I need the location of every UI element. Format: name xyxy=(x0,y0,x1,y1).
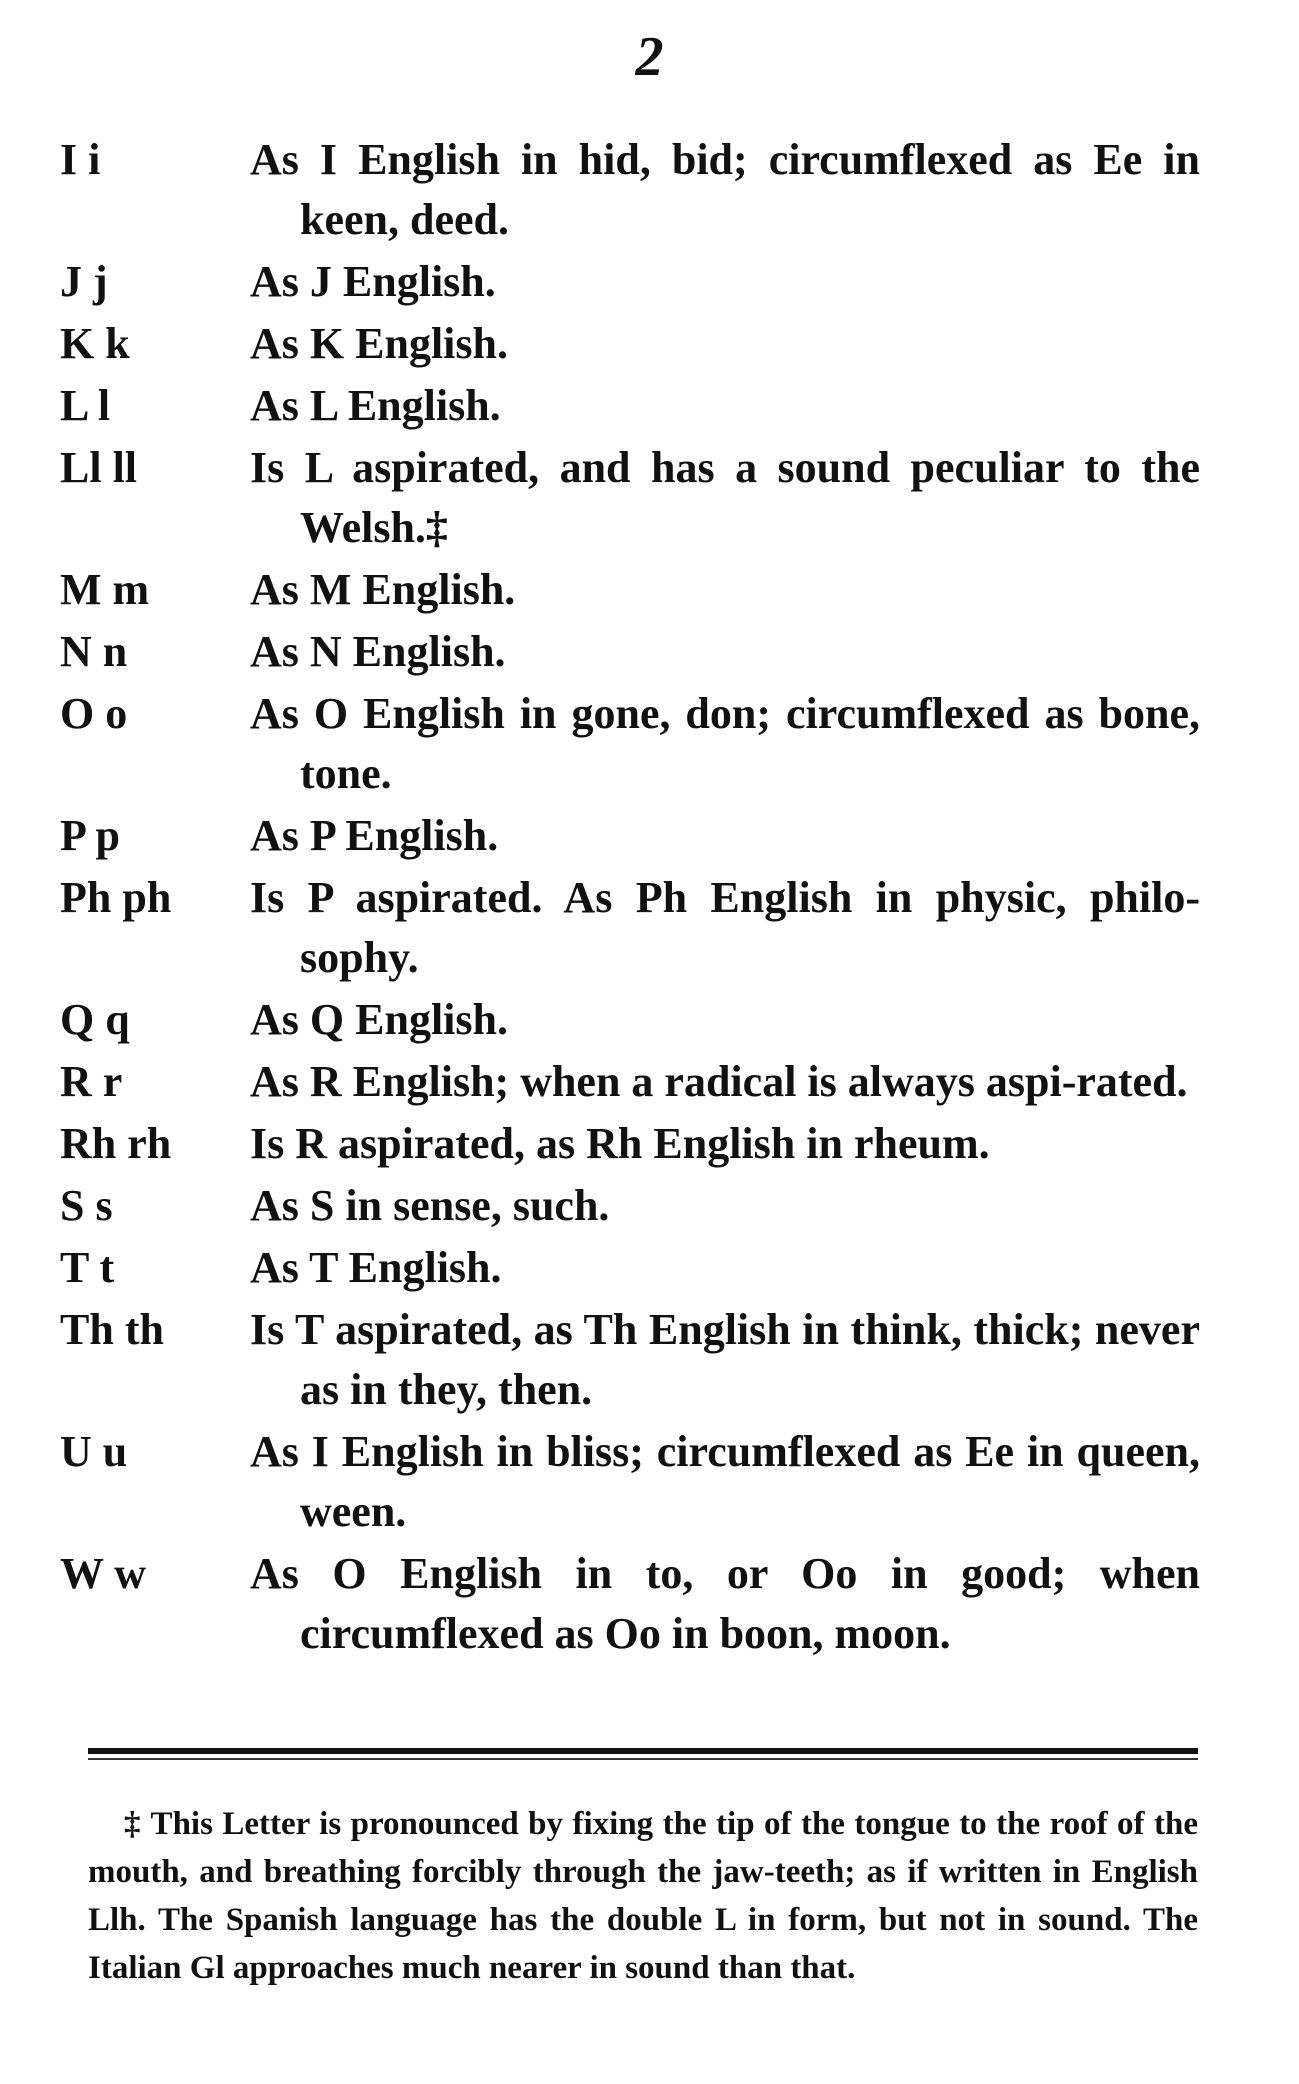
list-item xyxy=(60,806,1200,866)
letter-label: Rh rh xyxy=(60,1119,172,1168)
list-item xyxy=(60,1238,1200,1298)
letter-label: W w xyxy=(60,1549,146,1598)
letter-label: N n xyxy=(60,627,128,676)
footnote-divider xyxy=(88,1748,1198,1754)
list-item xyxy=(60,252,1200,312)
letter-label: K k xyxy=(60,319,130,368)
list-item xyxy=(60,1422,1200,1542)
letter-label: S s xyxy=(60,1181,113,1230)
letter-description: As J English. xyxy=(250,257,496,306)
list-item xyxy=(60,560,1200,620)
list-item xyxy=(60,438,1200,558)
list-item xyxy=(60,1300,1200,1420)
letter-label: I i xyxy=(60,135,101,184)
letter-description: Is P aspirated. As Ph English in physic, philo-sophy. xyxy=(250,873,1200,982)
footnote: ‡ This Letter is pronounced by fixing the tip of the tongue to the roof of the mouth, and breathing forcibly through the jaw-teeth; as if written in English Llh. The Spanish language has the double L in form, but not in sound. The Italian Gl approaches much nearer in sound than that. xyxy=(88,1806,1198,1986)
letter-label: O o xyxy=(60,689,128,738)
letter-label: Th th xyxy=(60,1305,164,1354)
letter-list xyxy=(60,130,1200,1666)
list-item xyxy=(60,1114,1200,1174)
list-item xyxy=(60,684,1200,804)
letter-label: J j xyxy=(60,257,108,306)
letter-description: As M English. xyxy=(250,565,516,614)
list-item xyxy=(60,868,1200,988)
list-item xyxy=(60,314,1200,374)
letter-description: As O English in gone, don; circumflexed as bone, tone. xyxy=(250,689,1200,798)
letter-description: Is T aspirated, as Th English in think, thick; never as in they, then. xyxy=(250,1305,1200,1414)
letter-label: T t xyxy=(60,1243,115,1292)
page-number: 2 xyxy=(635,26,664,88)
letter-description: As T English. xyxy=(250,1243,502,1292)
list-item xyxy=(60,130,1200,250)
letter-label: L l xyxy=(60,381,111,430)
letter-label: U u xyxy=(60,1427,128,1476)
letter-description: As K English. xyxy=(250,319,508,368)
list-item xyxy=(60,1176,1200,1236)
letter-description: As I English in bliss; circumflexed as Ee in queen, ween. xyxy=(250,1427,1200,1536)
letter-description: As L English. xyxy=(250,381,501,430)
list-item xyxy=(60,622,1200,682)
letter-label: R r xyxy=(60,1057,123,1106)
letter-description: As I English in hid, bid; circumflexed as Ee in keen, deed. xyxy=(250,135,1200,244)
letter-description: Is R aspirated, as Rh English in rheum. xyxy=(250,1119,990,1168)
letter-description: As O English in to, or Oo in good; when circumflexed as Oo in boon, moon. xyxy=(250,1549,1200,1658)
letter-label: Q q xyxy=(60,995,130,1044)
list-item xyxy=(60,1052,1200,1112)
letter-description: As N English. xyxy=(250,627,506,676)
letter-description: As S in sense, such. xyxy=(250,1181,610,1230)
list-item xyxy=(60,376,1200,436)
letter-description: Is L aspirated, and has a sound peculiar to the Welsh.‡ xyxy=(250,443,1200,552)
list-item xyxy=(60,1544,1200,1664)
letter-label: M m xyxy=(60,565,150,614)
list-item xyxy=(60,990,1200,1050)
letter-description: As R English; when a radical is always aspi-rated. xyxy=(250,1057,1188,1106)
letter-description: As Q English. xyxy=(250,995,508,1044)
letter-label: P p xyxy=(60,811,120,860)
letter-description: As P English. xyxy=(250,811,499,860)
letter-label: Ph ph xyxy=(60,873,172,922)
letter-label: Ll ll xyxy=(60,443,138,492)
footnote-divider-thin xyxy=(88,1758,1198,1760)
